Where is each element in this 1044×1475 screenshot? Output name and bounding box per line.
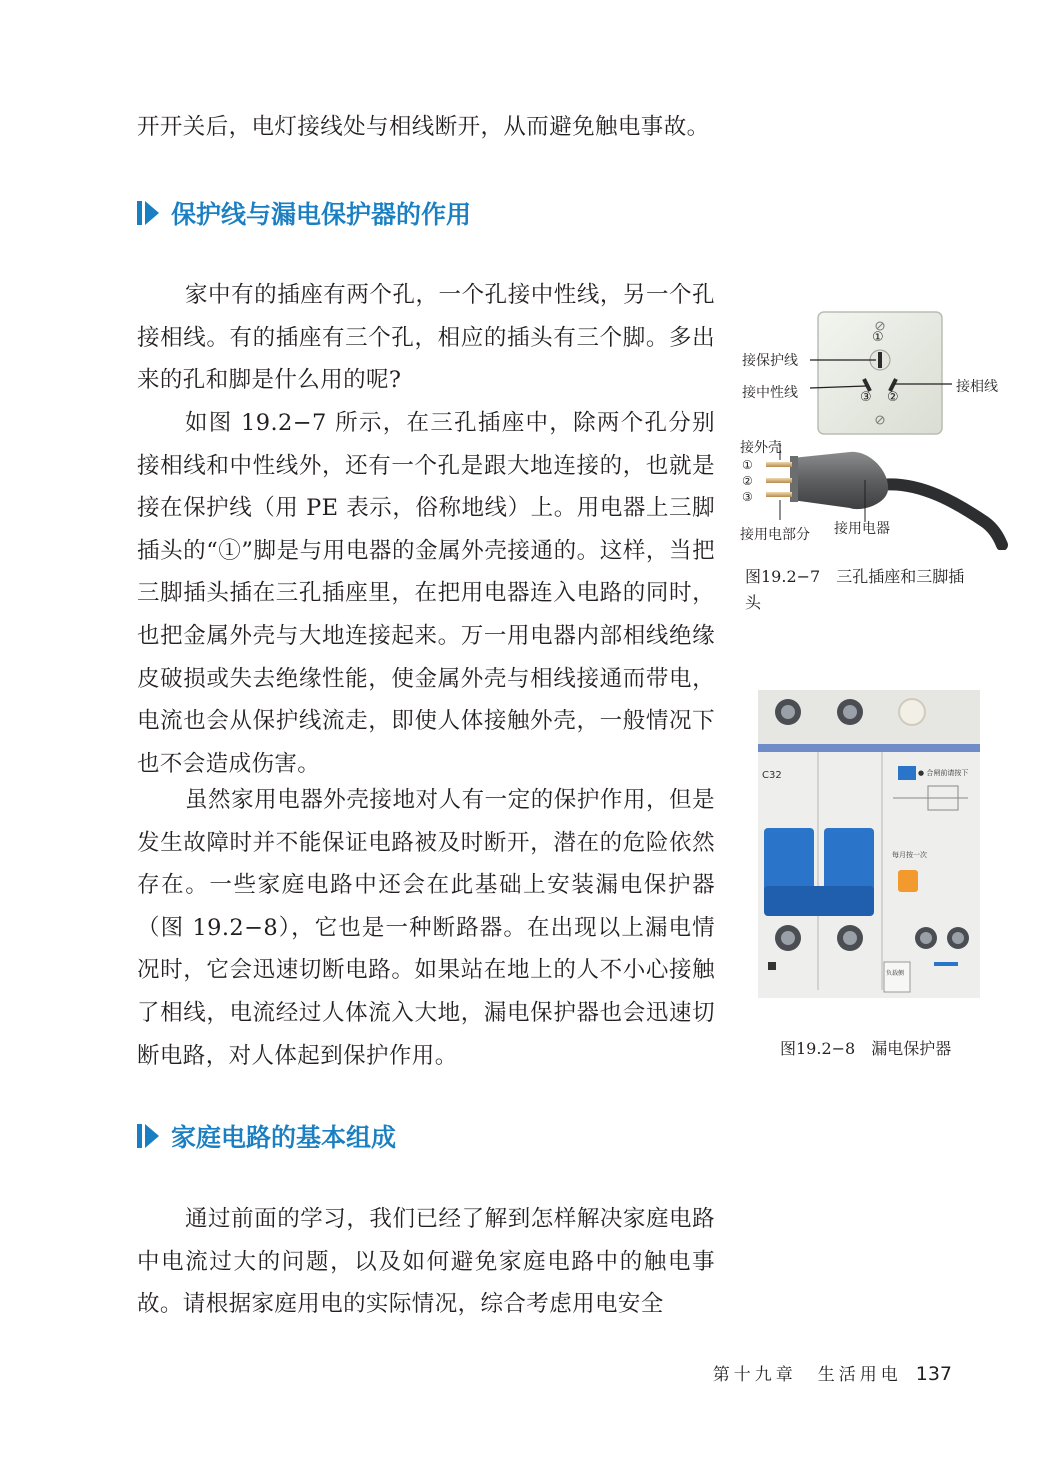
breaker-rating-text: C32 — [762, 770, 782, 781]
paragraph-three-pin: 如图 19.2−7 所示，在三孔插座中，除两个孔分别接相线和中性线外，还有一个孔是跟大地连接的，也就是接在保护线（用 PE 表示，俗称地线）上。用电器上三脚插头的“①”脚是与用电器的金属外壳接通的。这样，当把三脚插头插在三孔插座里，在把用电器连入电路的同时，也把金属外壳与大地连接起来。万一用电器内部相线绝缘皮破损或失去绝缘性能，使金属外壳与相线接通而带电，电流也会从保护线流走，即使人体接触外壳，一般情况下也不会造成伤害。 — [137, 410, 715, 777]
paragraph-leakage-protector: 虽然家用电器外壳接地对人有一定的保护作用，但是发生故障时并不能保证电路被及时断开，潜在的危险依然存在。一些家庭电路中还会在此基础上安装漏电保护器（图 19.2−8），它也是一种断路器。在出现以上漏电情况时，它会迅速切断电路。如果站在地上的人不小心接触了相线，电流经过人体流入大地，漏电保护器也会迅速切断电路，对人体起到保护作用。 — [137, 787, 715, 1069]
label-shell: 接外壳 — [740, 440, 782, 456]
chapter-title: 第十九章 生活用电 — [712, 1365, 902, 1385]
breaker-button-text: ● 合闸前请按下 — [918, 769, 969, 777]
label-live-line: 接相线 — [956, 379, 998, 395]
label-appliance: 接用电器 — [834, 521, 890, 537]
heading-marker-icon — [137, 1124, 159, 1148]
paragraph-basic-circuit: 通过前面的学习，我们已经了解到怎样解决家庭电路中电流过大的问题，以及如何避免家庭电路中的触电事故。请根据家庭用电的实际情况，综合考虑用电安全 — [137, 1206, 715, 1318]
figure-caption-leakage-protector: 图19.2−8 漏电保护器 — [780, 1039, 952, 1058]
plug-pin-2-number: ② — [742, 474, 753, 488]
breaker-test-text: 每月按一次 — [892, 851, 927, 859]
socket-hole-3-number: ③ — [860, 390, 872, 405]
section-heading-protection — [137, 195, 471, 231]
figure-caption-socket: 图19.2−7 三孔插座和三脚插头 — [745, 567, 965, 612]
breaker-load-side-text: 负载侧 — [886, 970, 905, 977]
figure-leakage-protector — [758, 690, 980, 998]
label-live-part: 接用电部分 — [740, 527, 810, 543]
label-protective-line: 接保护线 — [742, 353, 798, 369]
page-footer — [713, 1360, 952, 1385]
section-heading-basic-circuit-text: 家庭电路的基本组成 — [171, 1123, 397, 1152]
leakage-protector-photo — [758, 690, 980, 998]
section-heading-protection-text: 保护线与漏电保护器的作用 — [171, 200, 472, 229]
socket-hole-1-number: ① — [872, 330, 884, 345]
heading-marker-icon — [137, 201, 159, 225]
plug-pin-1-number: ① — [742, 458, 753, 472]
paragraph-intro-line: 开开关后，电灯接线处与相线断开，从而避免触电事故。 — [137, 114, 710, 140]
page-number: 137 — [915, 1363, 952, 1385]
section-heading-basic-circuit — [137, 1118, 396, 1154]
paragraph-sockets: 家中有的插座有两个孔，一个孔接中性线，另一个孔接相线。有的插座有三个孔，相应的插头有三个脚。多出来的孔和脚是什么用的呢? — [137, 282, 715, 394]
label-neutral-line: 接中性线 — [742, 385, 798, 401]
plug-pin-3-number: ③ — [742, 490, 753, 504]
socket-hole-2-number: ② — [887, 390, 899, 405]
